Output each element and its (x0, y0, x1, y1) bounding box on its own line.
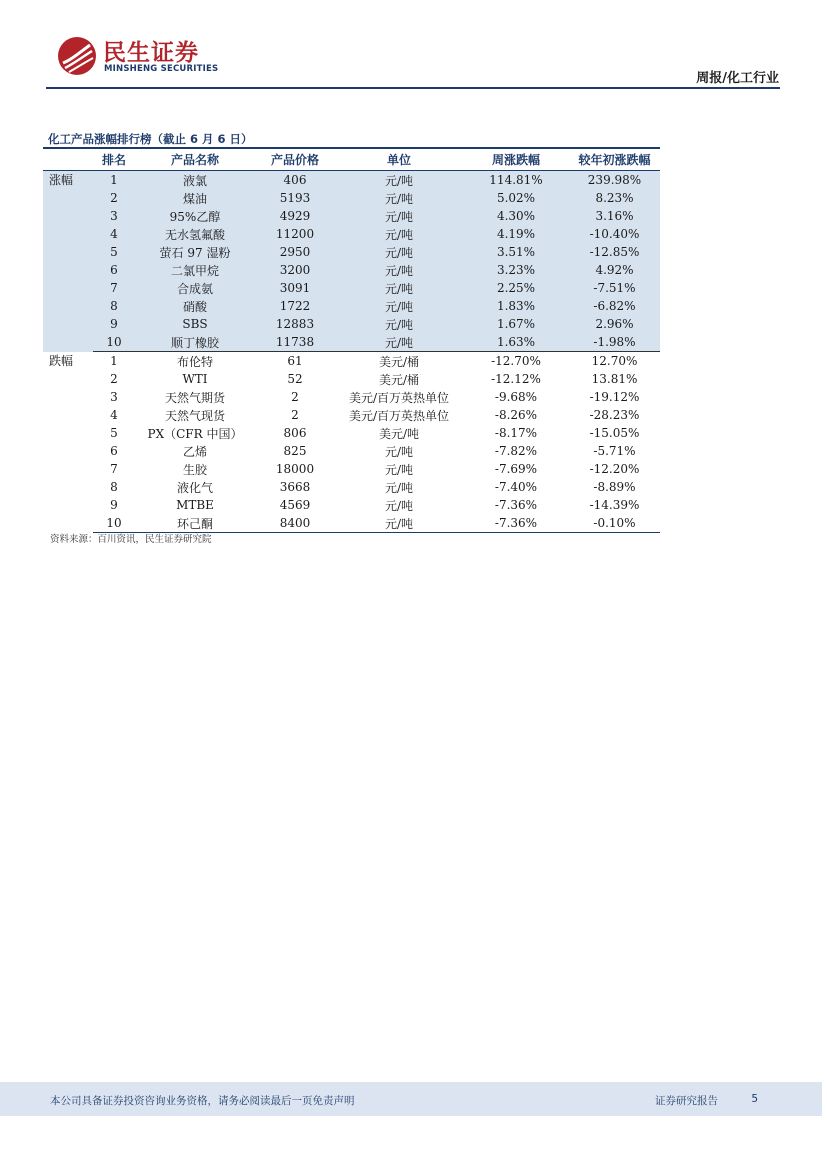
unit-cell: 元/吨 (335, 171, 463, 190)
product-name-cell: SBS (135, 315, 255, 333)
rank-cell: 9 (110, 498, 118, 512)
weekly-change-cell: 2.25% (463, 279, 569, 297)
losers-group (43, 352, 660, 533)
report-type: 周报/化工行业 (696, 71, 779, 86)
price-cell: 8400 (255, 514, 335, 533)
ytd-change-cell: -12.85% (569, 243, 660, 261)
rank-cell: 10 (93, 333, 135, 352)
unit-cell: 元/吨 (384, 444, 414, 459)
table-row (43, 460, 660, 478)
product-name-cell: 合成氨 (135, 279, 255, 297)
weekly-change-cell: -12.70% (491, 354, 541, 368)
rank-cell: 1 (110, 354, 118, 368)
weekly-change-cell: 1.63% (463, 333, 569, 352)
group-label: 涨幅 (43, 171, 93, 352)
table-row (43, 189, 660, 207)
product-name-cell: 液化气 (176, 480, 213, 495)
ytd-change-cell: 3.16% (569, 207, 660, 225)
unit-cell: 元/吨 (335, 315, 463, 333)
table-row (43, 243, 660, 261)
rank-cell: 3 (93, 207, 135, 225)
ytd-change-cell: -1.98% (569, 333, 660, 352)
unit-cell: 元/吨 (335, 279, 463, 297)
unit-cell: 元/吨 (335, 243, 463, 261)
source-note: 资料来源：百川资讯，民生证券研究院 (50, 534, 212, 545)
rank-cell: 7 (110, 462, 118, 476)
price-cell: 12883 (255, 315, 335, 333)
ytd-change-cell: -14.39% (589, 498, 640, 512)
weekly-change-cell: 4.30% (463, 207, 569, 225)
table-row (43, 207, 660, 225)
column-header (43, 148, 93, 171)
unit-cell: 元/吨 (384, 480, 414, 495)
table-row (43, 333, 660, 352)
ytd-change-cell: -28.23% (589, 408, 640, 422)
ytd-change-cell: -10.40% (569, 225, 660, 243)
product-name-cell: WTI (182, 372, 208, 386)
product-name-cell: 无水氢氟酸 (135, 225, 255, 243)
product-name-cell: 天然气现货 (164, 408, 225, 423)
ytd-change-cell: 4.92% (569, 261, 660, 279)
brand-name-en: MINSHENG SECURITIES (104, 64, 219, 74)
weekly-change-cell: 4.19% (463, 225, 569, 243)
price-cell: 3200 (255, 261, 335, 279)
table-title: 化工产品涨幅排行榜（截止 6 月 6 日） (48, 132, 253, 146)
ytd-change-cell: 8.23% (569, 189, 660, 207)
rank-cell: 10 (93, 514, 135, 533)
column-header: 排名 (101, 153, 126, 167)
brand-name: 民生证券 (103, 40, 199, 66)
weekly-change-cell: -7.36% (463, 514, 569, 533)
unit-cell: 元/吨 (335, 333, 463, 352)
rank-cell: 2 (110, 372, 118, 386)
weekly-change-cell: -8.17% (494, 426, 538, 440)
price-cell: 4569 (279, 498, 311, 512)
unit-cell: 元/吨 (335, 189, 463, 207)
table-row (43, 225, 660, 243)
ytd-change-cell: -5.71% (593, 444, 636, 458)
table-row (43, 352, 660, 371)
unit-cell: 元/吨 (335, 514, 463, 533)
rank-cell: 9 (93, 315, 135, 333)
ytd-change-cell: -6.82% (569, 297, 660, 315)
table-row (43, 261, 660, 279)
unit-cell: 元/吨 (335, 297, 463, 315)
rank-cell: 8 (93, 297, 135, 315)
rank-cell: 3 (110, 390, 118, 404)
table-row (43, 297, 660, 315)
table-row (43, 478, 660, 496)
rank-cell: 5 (110, 426, 118, 440)
disclaimer-text: 本公司具备证券投资咨询业务资格，请务必阅读最后一页免责声明 (50, 1095, 355, 1107)
price-cell: 11738 (255, 333, 335, 352)
weekly-change-cell: 3.51% (463, 243, 569, 261)
unit-cell: 美元/百万英热单位 (348, 408, 450, 423)
product-name-cell: 顺丁橡胶 (135, 333, 255, 352)
weekly-change-cell: -7.36% (494, 498, 538, 512)
unit-cell: 美元/桶 (378, 372, 420, 387)
price-cell: 2 (291, 408, 299, 422)
price-cell: 4929 (255, 207, 335, 225)
table-row (43, 279, 660, 297)
ranking-table (43, 147, 660, 533)
rank-cell: 2 (93, 189, 135, 207)
product-name-cell: 煤油 (135, 189, 255, 207)
table-row (43, 406, 660, 424)
rank-cell: 4 (110, 408, 118, 422)
group-label: 跌幅 (49, 353, 74, 368)
weekly-change-cell: 1.67% (463, 315, 569, 333)
price-cell: 61 (287, 354, 303, 368)
unit-cell: 元/吨 (335, 261, 463, 279)
column-header: 较年初涨跌幅 (578, 153, 651, 167)
weekly-change-cell: -7.69% (494, 462, 538, 476)
ytd-change-cell: 13.81% (591, 372, 638, 386)
table-header-row (43, 148, 660, 171)
column-header: 单位 (386, 153, 411, 167)
unit-cell: 元/吨 (384, 498, 414, 513)
page-footer (0, 1082, 822, 1116)
table-row (43, 496, 660, 514)
product-name-cell: 萤石 97 湿粉 (135, 243, 255, 261)
product-name-cell: 二氯甲烷 (135, 261, 255, 279)
ytd-change-cell: 239.98% (569, 171, 660, 190)
table-row (43, 370, 660, 388)
rank-cell: 1 (93, 171, 135, 190)
price-cell: 3091 (255, 279, 335, 297)
price-cell: 406 (255, 171, 335, 190)
rank-cell: 7 (93, 279, 135, 297)
weekly-change-cell: -12.12% (491, 372, 541, 386)
table-row (43, 171, 660, 190)
product-name-cell: 硝酸 (135, 297, 255, 315)
table-row (43, 514, 660, 533)
product-name-cell: 液氯 (135, 171, 255, 190)
page-header (0, 0, 827, 92)
product-name-cell: 乙烯 (182, 444, 207, 459)
ytd-change-cell: 12.70% (591, 354, 638, 368)
price-cell: 11200 (255, 225, 335, 243)
table-row (43, 424, 660, 442)
report-label: 证券研究报告 (655, 1095, 718, 1107)
price-cell: 2 (291, 390, 299, 404)
ytd-change-cell: -8.89% (593, 480, 636, 494)
column-header: 周涨跌幅 (491, 153, 540, 167)
unit-cell: 美元/百万英热单位 (348, 390, 450, 405)
table-row (43, 388, 660, 406)
price-cell: 3668 (279, 480, 311, 494)
table-row (43, 442, 660, 460)
product-name-cell: 天然气期货 (164, 390, 225, 405)
rank-cell: 5 (93, 243, 135, 261)
weekly-change-cell: -7.40% (494, 480, 538, 494)
weekly-change-cell: -8.26% (494, 408, 538, 422)
unit-cell: 美元/桶 (378, 354, 420, 369)
weekly-change-cell: 5.02% (463, 189, 569, 207)
price-cell: 52 (287, 372, 303, 386)
gainers-group (43, 171, 660, 352)
weekly-change-cell: -9.68% (494, 390, 538, 404)
ytd-change-cell: -15.05% (589, 426, 640, 440)
price-cell: 2950 (255, 243, 335, 261)
rank-cell: 8 (110, 480, 118, 494)
column-header: 产品名称 (170, 153, 219, 167)
column-header: 产品价格 (270, 153, 319, 167)
unit-cell: 美元/吨 (378, 426, 420, 441)
ytd-change-cell: -7.51% (569, 279, 660, 297)
ytd-change-cell: -12.20% (589, 462, 640, 476)
product-name-cell: 环己酮 (135, 514, 255, 533)
ytd-change-cell: -0.10% (569, 514, 660, 533)
page-number: 5 (751, 1093, 758, 1105)
unit-cell: 元/吨 (384, 462, 414, 477)
product-name-cell: 95%乙醇 (135, 207, 255, 225)
price-cell: 18000 (275, 462, 315, 476)
ytd-change-cell: 2.96% (569, 315, 660, 333)
product-name-cell: MTBE (176, 498, 214, 512)
table-row (43, 315, 660, 333)
weekly-change-cell: 114.81% (463, 171, 569, 190)
price-cell: 5193 (255, 189, 335, 207)
product-name-cell: PX（CFR 中国） (147, 426, 243, 441)
price-cell: 806 (283, 426, 307, 440)
unit-cell: 元/吨 (335, 225, 463, 243)
product-name-cell: 布伦特 (176, 354, 213, 369)
header-divider (46, 87, 780, 89)
weekly-change-cell: 3.23% (463, 261, 569, 279)
price-cell: 825 (283, 444, 307, 458)
unit-cell: 元/吨 (335, 207, 463, 225)
minsheng-logo-icon (57, 36, 97, 76)
price-cell: 1722 (255, 297, 335, 315)
rank-cell: 4 (93, 225, 135, 243)
weekly-change-cell: -7.82% (494, 444, 538, 458)
rank-cell: 6 (93, 261, 135, 279)
weekly-change-cell: 1.83% (463, 297, 569, 315)
product-name-cell: 生胶 (182, 462, 207, 477)
ytd-change-cell: -19.12% (589, 390, 640, 404)
rank-cell: 6 (110, 444, 118, 458)
